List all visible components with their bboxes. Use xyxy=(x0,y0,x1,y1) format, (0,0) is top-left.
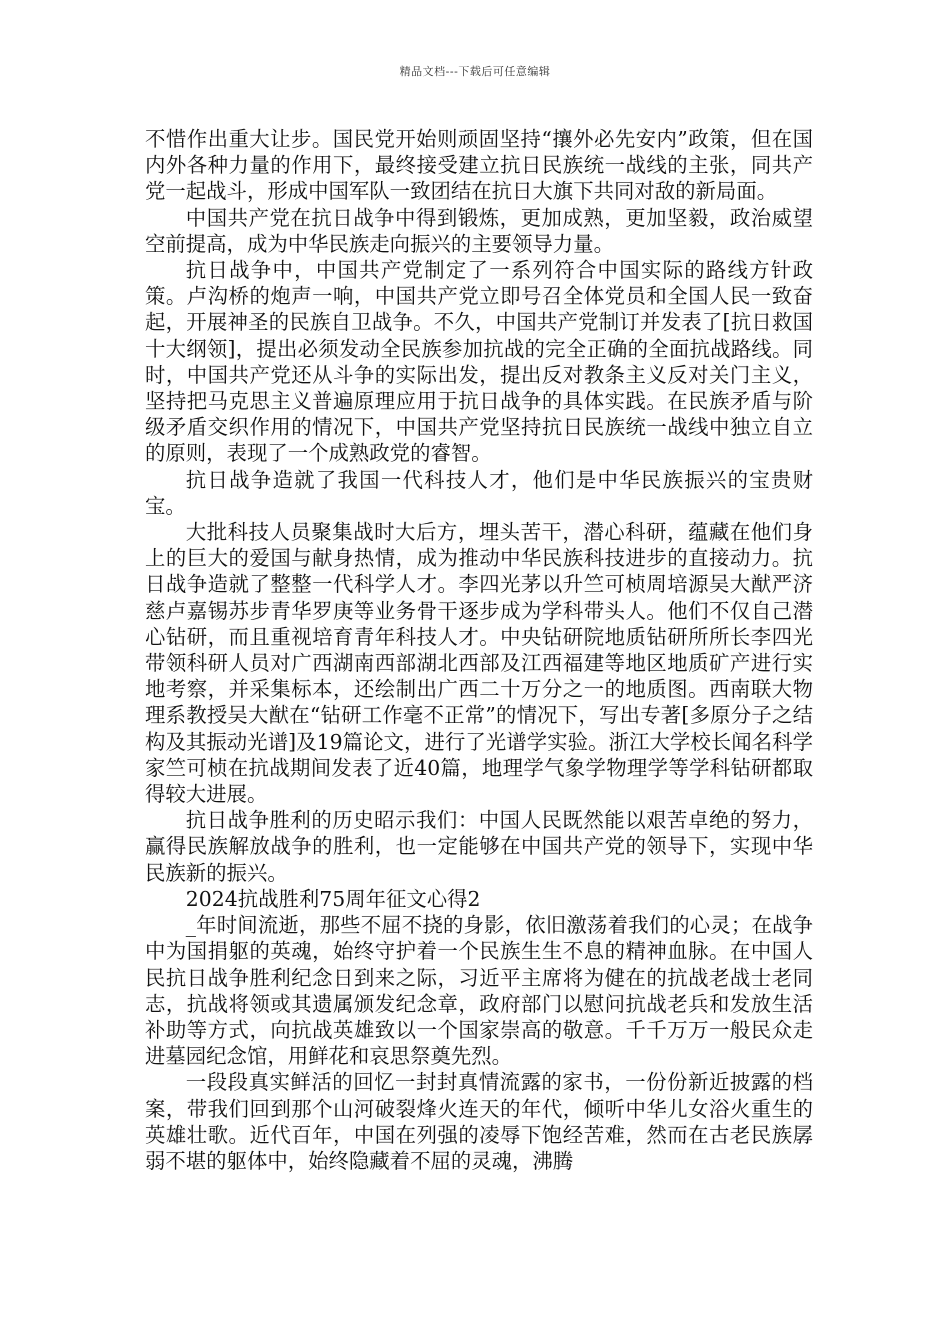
paragraph: 大批科技人员聚集战时大后方，埋头苦干，潜心科研，蕴藏在他们身上的巨大的爱国与献身热情，成为推动中华民族科技进步的直接动力。抗日战争造就了整整一代科学人才。李四光茅以升竺可桢周培源吴大猷严济慈卢嘉锡苏步青华罗庚等业务骨干逐步成为学科带头人。他们不仅自己潜心钻研，而且重视培育青年科技人才。中央钻研院地质钻研所所长李四光带领科研人员对广西湖南西部湖北西部及江西福建等地区地质矿产进行实地考察，并采集标本，还绘制出广西二十万分之一的地质图。西南联大物理系教授吴大猷在“钻研工作毫不正常”的情况下，写出专著[多原分子之结构及其振动光谱]及19篇论文，进行了光谱学实验。浙江大学校长闻名科学家竺可桢在抗战期间发表了近40篇，地理学气象学物理学等学科钻研都取得较大进展。 xyxy=(145,520,813,807)
paragraph: 不惜作出重大让步。国民党开始则顽固坚持“攘外必先安内”政策，但在国内外各种力量的作用下，最终接受建立抗日民族统一战线的主张，同共产党一起战斗，形成中国军队一致团结在抗日大旗下共同对敌的新局面。 xyxy=(145,127,813,204)
paragraph: 一段段真实鲜活的回忆一封封真情流露的家书，一份份新近披露的档案，带我们回到那个山河破裂烽火连天的年代，倾听中华儿女浴火重生的英雄壮歌。近代百年，中国在列强的凌辱下饱经苦难，然而在古老民族孱弱不堪的躯体中，始终隐藏着不屈的灵魂，沸腾 xyxy=(145,1070,813,1173)
paragraph: 中国共产党在抗日战争中得到锻炼，更加成熟，更加坚毅，政治威望空前提高，成为中华民族走向振兴的主要领导力量。 xyxy=(145,205,813,256)
section-title: 2024抗战胜利75周年征文心得2 xyxy=(185,886,481,911)
paragraph: 抗日战争造就了我国一代科技人才，他们是中华民族振兴的宝贵财宝。 xyxy=(145,467,813,518)
paragraph: 抗日战争胜利的历史昭示我们：中国人民既然能以艰苦卓绝的努力，赢得民族解放战争的胜利，也一定能够在中国共产党的领导下，实现中华民族新的振兴。 xyxy=(145,808,813,885)
page-header: 精品文档---下载后可任意编辑 xyxy=(399,65,551,78)
body-text xyxy=(145,126,813,1174)
paragraph: 抗日战争中，中国共产党制定了一系列符合中国实际的路线方针政策。卢沟桥的炮声一响，中国共产党立即号召全体党员和全国人民一致奋起，开展神圣的民族自卫战争。不久，中国共产党制订并发表了[抗日救国十大纲领]，提出必须发动全民族参加抗战的完全正确的全面抗战路线。同时，中国共产党还从斗争的实际出发，提出反对教条主义反对关门主义，坚持把马克思主义普遍原理应用于抗日战争的具体实践。在民族矛盾与阶级矛盾交织作用的情况下，中国共产党坚持抗日民族统一战线中独立自立的原则，表现了一个成熟政党的睿智。 xyxy=(145,258,813,466)
paragraph: _年时间流逝，那些不屈不挠的身影，依旧激荡着我们的心灵；在战争中为国捐躯的英魂，始终守护着一个民族生生不息的精神血脉。在中国人民抗日战争胜利纪念日到来之际，习近平主席将为健在的抗战老战士老同志，抗战将领或其遗属颁发纪念章，政府部门以慰问抗战老兵和发放生活补助等方式，向抗战英雄致以一个国家崇高的敬意。千千万万一般民众走进墓园纪念馆，用鲜花和哀思祭奠先烈。 xyxy=(145,913,813,1069)
